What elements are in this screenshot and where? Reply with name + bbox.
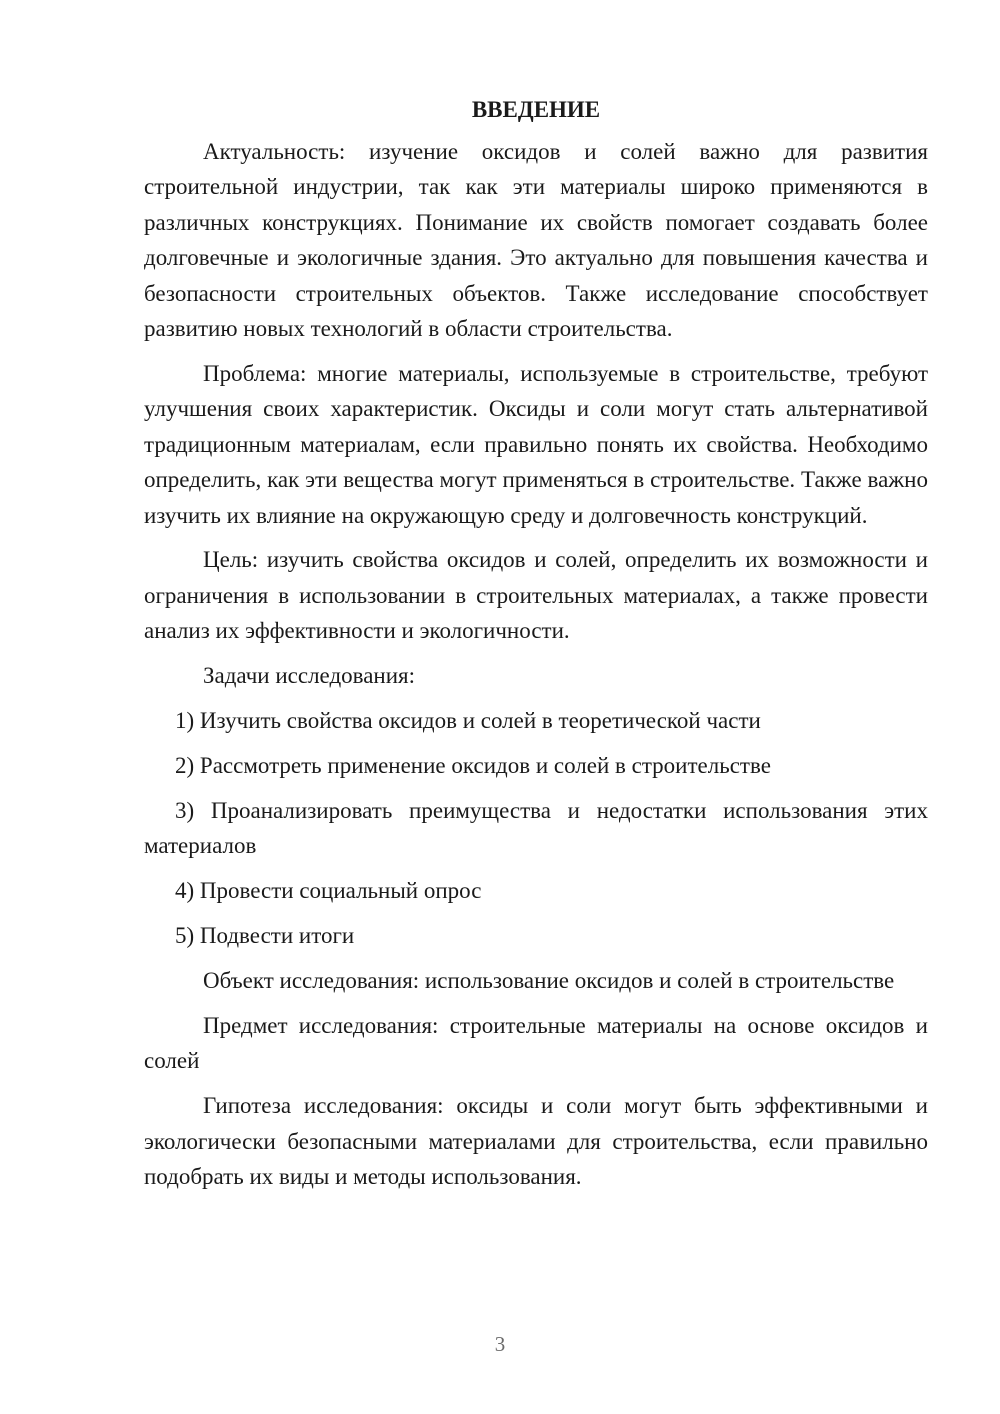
- task-item-4: 4) Провести социальный опрос: [175, 878, 482, 904]
- hypothesis-paragraph: Гипотеза исследования: оксиды и соли могут быть эффективными и экологически безопасными материалами для строительства, если правильно подобрать их виды и методы использования.: [144, 1093, 928, 1190]
- goal-paragraph: Цель: изучить свойства оксидов и солей, определить их возможности и ограничения в использовании в строительных материалах, а также провести анализ их эффективности и экологичности.: [144, 547, 928, 644]
- relevance-paragraph: Актуальность: изучение оксидов и солей важно для развития строительной индустрии, так как эти материалы широко применяются в различных конструкциях. Понимание их свойств помогает создавать более долговечные и экологичные здания. Это актуально для повышения качества и безопасности строительных объектов. Также исследование способствует развитию новых технологий в области строительства.: [144, 139, 928, 342]
- section-heading: ВВЕДЕНИЕ: [471, 97, 601, 122]
- task-item-5: 5) Подвести итоги: [175, 923, 355, 949]
- page-number: 3: [494, 1332, 506, 1356]
- task-item-3: 3) Проанализировать преимущества и недостатки использования этих материалов: [144, 797, 928, 859]
- tasks-heading: Задачи исследования:: [203, 663, 416, 689]
- subject-paragraph: Предмет исследования: строительные материалы на основе оксидов и солей: [144, 1012, 928, 1074]
- task-item-2: 2) Рассмотреть применение оксидов и солей в строительстве: [175, 753, 771, 778]
- problem-paragraph: Проблема: многие материалы, используемые в строительстве, требуют улучшения своих характеристик. Оксиды и соли могут стать альтернативой традиционным материалам, если правильно понять их свойства. Необходимо определить, как эти вещества могут применяться в строительстве. Также важно изучить их влияние на окружающую среду и долговечность конструкций.: [144, 360, 928, 528]
- task-item-1: 1) Изучить свойства оксидов и солей в теоретической части: [175, 708, 761, 734]
- document-page: [144, 92, 928, 1204]
- object-paragraph: Объект исследования: использование оксидов и солей в строительстве: [203, 968, 895, 994]
